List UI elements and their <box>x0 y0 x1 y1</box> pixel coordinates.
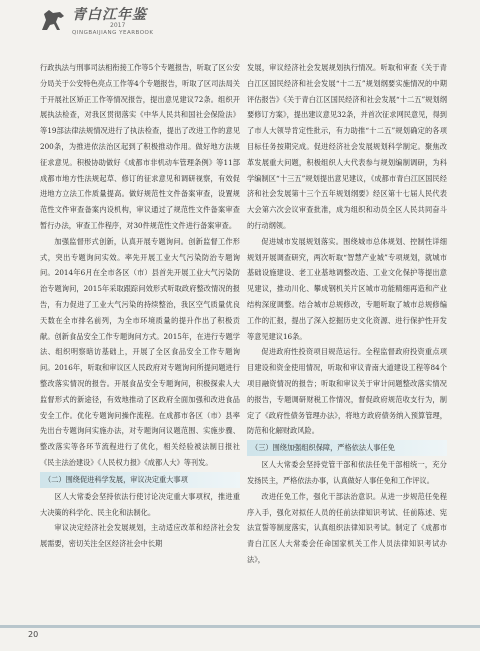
logo-subtitle: QINGBAIJIANG YEARBOOK <box>72 30 154 36</box>
paragraph: 行政执法与刑事司法相衔接工作等5个专题报告，听取了区公安分局关于公安特色亮点工作等4个专题报告，听取了区司法局关于开展社区矫正工作等情况报告，提出意见建议72条。组织开展执法检查，对我区贯彻落实《中华人民共和国社会保险法》等19部法律法规情况进行了执法检查，提出了改进工作的意见200条，为推进依法治区起到了积极推动作用。做好地方法规征求意见。积极协助做好《成都市非机动车管理条例》等11部成都市地方性法规起草、修订的征求意见和调研视察，有效促进地方立法工作质量提高。做好规范性文件备案审查，设置规范性文件审查备案内设机构，审议通过了规范性文件备案审查暂行办法，审查工作程序，对30件规范性文件进行备案审查。 <box>40 63 240 230</box>
page-number: 20 <box>28 630 39 639</box>
section-heading: （三）围绕加强组织保障，严格依法人事任免 <box>247 440 447 456</box>
left-text-column <box>40 60 240 552</box>
section-heading: （二）围绕促进科学发展，审议决定重大事项 <box>40 472 240 488</box>
paragraph: 改进任免工作，强化干部法治意识。从进一步规范任免程序入手，强化对拟任人员的任前法律知识考试、任前陈述、宪法宣誓等制度落实，认真组织法律知识考试。制定了《成都市青白江区人大常委会任命国家机关工作人员法律知识考试办法》， <box>247 491 447 564</box>
paragraph: 区人大常委会坚持依法行使讨论决定重大事项权，推进重大决策的科学化、民主化和法制化。 <box>40 491 240 517</box>
logo-title: 青白江年鉴 <box>72 7 147 23</box>
paragraph: 加强监督形式创新，认真开展专题询问。创新监督工作形式，突出专题询问实效。率先开展工业大气污染防治专题询问。2014年6月在全市各区（市）县首先开展工业大气污染防治专题询问，2015年采取跟踪问效形式听取政府整改情况的报告，有力促进了工业大气污染的持续整治，我区空气质量优良天数在全市排名前列，为全市环境质量的提升作出了积极贡献。创新食品安全工作专题询问方式。2015年，在进行专题学法、组织明察暗访基础上，开展了全区食品安全工作专题询问。2016年，听取和审议区人民政府对专题询问所提问题进行整改落实情况的报告。开展食品安全专题询问，积极探索人大监督形式的新途径，有效地推动了区政府全面加强和改进食品安全工作。优化专题询问操作流程。在成都市各区（市）县率先出台专题询问实施办法，对专题询问议题范围、实施步骤、整改落实等各环节流程进行了优化，相关经验被法制日报社《民主法治建设》《人民权力报》《成都人大》等刊发。 <box>40 236 240 467</box>
header <box>0 0 480 58</box>
paragraph: 审议决定经济社会发展规划，主动适应改革和经济社会发展需要，密切关注全区经济社会中长期 <box>40 523 240 549</box>
paragraph: 发展，审议经济社会发展规划执行情况。听取和审查《关于青白江区国民经济和社会发展“十二五”规划纲要实施情况的中期评估报告》《关于青白江区国民经济和社会发展“十二五”规划纲要修订方案》，提出建议意见32条，并首次征求网民意见，得到了市人大领导肯定性批示，有力助推“十二五”规划确定的各项目标任务按期完成。促进经济社会发展规划科学制定。聚焦改革发展重大问题，积极组织人大代表参与规划编制调研，为科学编制区“十三五”规划提出意见建议，《成都市青白江区国民经济和社会发展第十三个五年规划纲要》经区第十七届人民代表大会第六次会议审查批准，成为组织和动员全区人民共同奋斗的行动纲领。 <box>247 63 447 230</box>
footer-divider <box>0 625 480 628</box>
logo-year: 2017 <box>110 22 126 29</box>
horse-icon <box>38 6 68 36</box>
yearbook-logo <box>38 4 188 40</box>
paragraph: 区人大常委会坚持党管干部和依法任免干部相统一，充分发扬民主，严格依法办事，认真做好人事任免和工作评议。 <box>247 460 447 485</box>
paragraph: 促进政府性投资项目规范运行。全程监督政府投资重点项目建设和资金使用情况，听取和审议青南大道建设工程等84个项目融资情况的报告；听取和审议关于审计问题整改落实情况的报告，专题调研财税工作情况，督促政府规范收支行为，制定了《政府性债务管理办法》，将地方政府债务纳入预算管理，防范和化解财政风险。 <box>247 347 447 436</box>
paragraph: 促进城市发展规划落实。围绕城市总体规划、控制性详细规划开展调查研究，两次听取“智慧产业城”专项规划，就城市基础设施建设、老工业基地调整改造、工业文化保护等提出意见建议，推动川化、攀成钢机关片区城市功能精细再造和产业结构深度调整。结合城市总规修改，专题听取了城市总规修编工作的汇报，提出了深入挖掘历史文化资源、进行保护性开发等意见建议16条。 <box>247 236 447 341</box>
right-text-column <box>247 60 447 568</box>
